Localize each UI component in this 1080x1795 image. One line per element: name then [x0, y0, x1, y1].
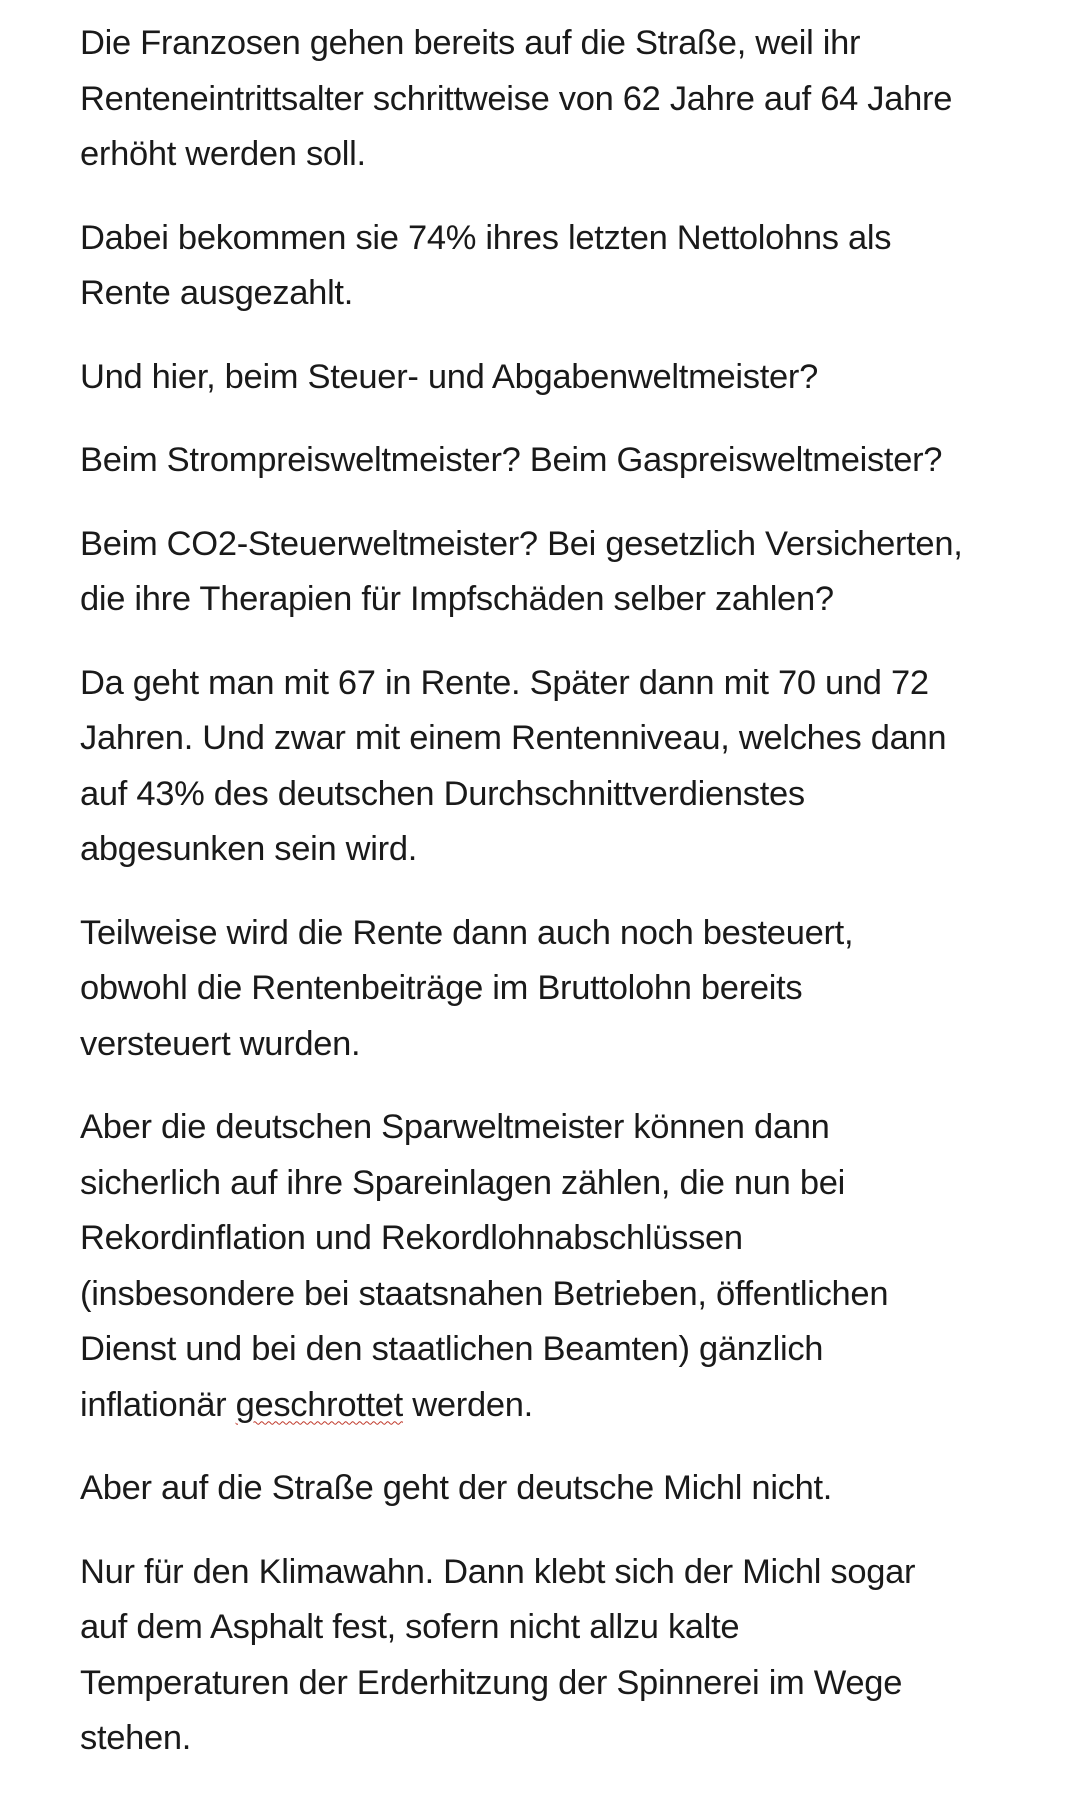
paragraph-8-text-before: Aber die deutschen Sparweltmeister können dann sicherlich auf ihre Spareinlagen zählen, die nun bei Rekordinflation und Rekordlohnabschlüssen (insbesondere bei staatsnahen Betrieben, öffentlichen Dienst und bei den staatlichen Beamten) gänzlich inflationär	[80, 1108, 889, 1424]
paragraph-6: Da geht man mit 67 in Rente. Später dann mit 70 und 72 Jahren. Und zwar mit einem Rentenniveau, welches dann auf 43% des deutschen Durchschnittverdienstes abgesunken sein wird.	[80, 663, 947, 868]
paragraph-8-text-after: werden.	[402, 1385, 533, 1424]
paragraph-7: Teilweise wird die Rente dann auch noch besteuert, obwohl die Rentenbeiträge im Bruttolohn bereits versteuert wurden.	[80, 913, 854, 1063]
paragraph-8	[80, 1100, 1030, 1433]
document-body	[80, 16, 1030, 1795]
spellcheck-flagged-word[interactable]: geschrottet	[235, 1385, 403, 1424]
paragraph-1: Die Franzosen gehen bereits auf die Straße, weil ihr Renteneintrittsalter schrittweise von 62 Jahre auf 64 Jahre erhöht werden soll.	[80, 24, 953, 173]
paragraph-9: Aber auf die Straße geht der deutsche Michl nicht.	[80, 1469, 833, 1507]
paragraph-3: Und hier, beim Steuer- und Abgabenweltmeister?	[80, 357, 818, 396]
paragraph-10: Nur für den Klimawahn. Dann klebt sich der Michl sogar auf dem Asphalt fest, sofern nicht allzu kalte Temperaturen der Erderhitzung der Spinnerei im Wege stehen.	[80, 1552, 916, 1757]
paragraph-2: Dabei bekommen sie 74% ihres letzten Nettolohns als Rente ausgezahlt.	[80, 218, 892, 312]
paragraph-5: Beim CO2-Steuerweltmeister? Bei gesetzlich Versicherten, die ihre Therapien für Impfschäden selber zahlen?	[80, 524, 963, 618]
paragraph-4: Beim Strompreisweltmeister? Beim Gaspreisweltmeister?	[80, 441, 943, 479]
